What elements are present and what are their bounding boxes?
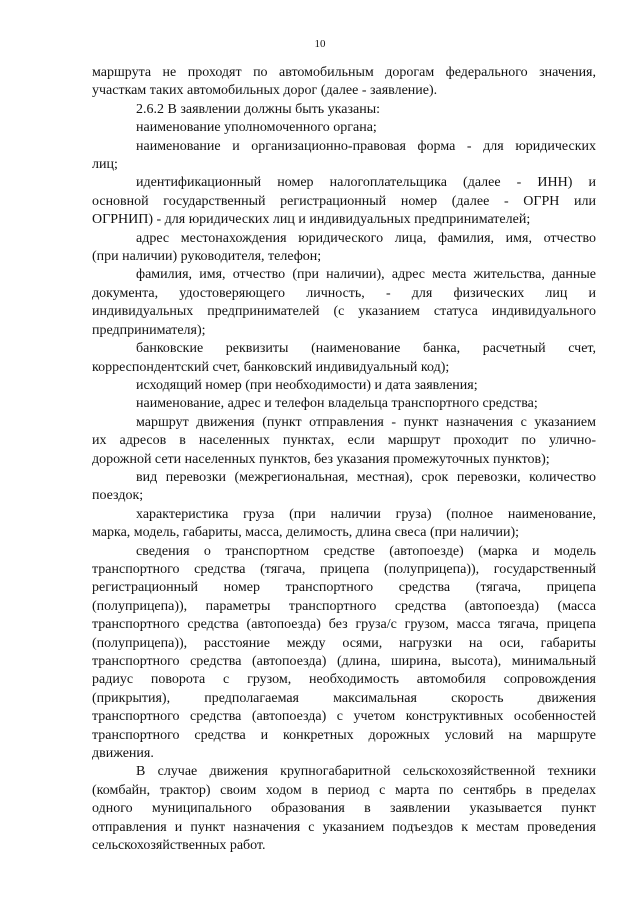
text-line: одного муниципального образования в заявлении указывается пункт xyxy=(92,801,596,817)
text-line: их адресов в населенных пунктах, если маршрут проходит по улично- xyxy=(92,433,596,449)
paragraph xyxy=(92,64,596,101)
text-line: транспортного средства (автопоезда) (длина, ширина, высота), минимальный xyxy=(92,654,596,669)
text-line: исходящий номер (при необходимости) и дата заявления; xyxy=(136,377,478,393)
text-line: (полуприцепа)), параметры транспортного средства (автопоезда) (масса xyxy=(92,598,596,614)
text-line: транспортного средства и конкретных дорожных условий на маршруте xyxy=(92,727,596,743)
paragraph xyxy=(92,469,596,506)
paragraph xyxy=(92,763,596,855)
text-line: (при наличии) руководителя, телефон; xyxy=(92,249,322,265)
text-line: отправления и пункт назначения с указанием подъездов к местам проведения xyxy=(92,819,596,835)
text-line: транспортного средства (автопоезда) без груза/с грузом, масса тягача, прицепа xyxy=(92,617,596,633)
text-line: (прикрытия), предполагаемая максимальная скорость движения xyxy=(92,690,596,706)
paragraph xyxy=(92,230,596,267)
text-line: сведения о транспортном средстве (автопоезде) (марка и модель xyxy=(136,543,596,559)
text-line: регистрационный номер транспортного средства (тягача, прицепа xyxy=(92,580,596,596)
text-line: корреспондентский счет, банковский индивидуальный код); xyxy=(92,359,450,375)
text-line: (комбайн, трактор) своим ходом в период с марта по сентябрь в пределах xyxy=(92,782,596,798)
text-line: идентификационный номер налогоплательщика (далее - ИНН) и xyxy=(136,175,596,191)
paragraph xyxy=(92,101,596,119)
text-line: банковские реквизиты (наименование банка, расчетный счет, xyxy=(136,341,596,357)
text-line: адрес местонахождения юридического лица, фамилия, имя, отчество xyxy=(136,230,596,246)
text-line: наименование уполномоченного органа; xyxy=(136,120,377,136)
text-line: дорожной сети населенных пунктов, без указания промежуточных пунктов); xyxy=(92,451,550,467)
paragraph xyxy=(92,414,596,469)
paragraph xyxy=(92,266,596,340)
text-line: 2.6.2 В заявлении должны быть указаны: xyxy=(136,101,380,117)
text-line: лиц; xyxy=(92,157,118,173)
text-line: движения. xyxy=(92,746,154,762)
paragraph xyxy=(92,543,596,764)
paragraph xyxy=(92,174,596,229)
text-line: транспортного средства (тягача, прицепа (полуприцепа)), государственный xyxy=(92,561,596,577)
paragraph xyxy=(92,138,596,175)
document-body xyxy=(92,64,596,855)
text-line: предпринимателя); xyxy=(92,322,206,338)
text-line: сельскохозяйственных работ. xyxy=(92,838,266,854)
text-line: маршрута не проходят по автомобильным дорогам федерального значения, xyxy=(92,65,596,80)
paragraph xyxy=(92,340,596,377)
text-line: марка, модель, габариты, масса, делимость, длина свеса (при наличии); xyxy=(92,525,520,541)
text-line: индивидуальных предпринимателей (с указанием статуса индивидуального xyxy=(92,304,596,320)
paragraph xyxy=(92,377,596,395)
text-line: маршрут движения (пункт отправления - пункт назначения с указанием xyxy=(136,414,596,430)
text-line: характеристика груза (при наличии груза) (полное наименование, xyxy=(136,506,596,522)
text-line: поездок; xyxy=(92,488,144,504)
text-line: основной государственный регистрационный номер (далее - ОГРН или xyxy=(92,193,596,209)
page-number: 10 xyxy=(314,38,326,50)
text-line: (полуприцепа)), расстояние между осями, нагрузки на оси, габариты xyxy=(92,635,596,651)
text-line: документа, удостоверяющего личность, - для физических лиц и xyxy=(92,285,596,301)
text-line: наименование, адрес и телефон владельца транспортного средства; xyxy=(136,396,538,412)
paragraph xyxy=(92,506,596,543)
paragraph xyxy=(92,119,596,137)
text-line: В случае движения крупногабаритной сельскохозяйственной техники xyxy=(136,764,596,780)
text-line: ОГРНИП) - для юридических лиц и индивидуальных предпринимателей; xyxy=(92,212,531,228)
paragraph xyxy=(92,395,596,413)
text-line: радиус поворота с грузом, необходимость автомобиля сопровождения xyxy=(92,672,596,688)
text-line: вид перевозки (межрегиональная, местная), срок перевозки, количество xyxy=(136,469,596,485)
text-line: участкам таких автомобильных дорог (далее - заявление). xyxy=(92,83,438,99)
text-line: фамилия, имя, отчество (при наличии), адрес места жительства, данные xyxy=(136,267,596,283)
text-line: транспортного средства (автопоезда) с учетом конструктивных особенностей xyxy=(92,709,596,725)
text-line: наименование и организационно-правовая форма - для юридических xyxy=(136,138,596,154)
